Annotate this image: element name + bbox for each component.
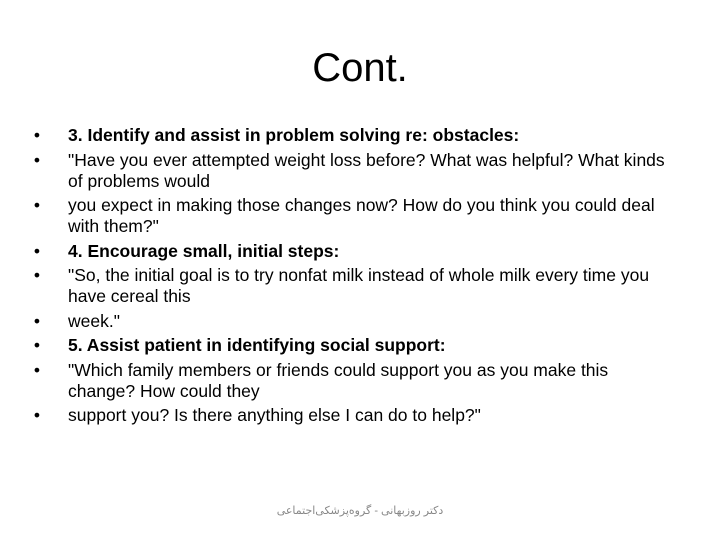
list-item <box>30 405 680 426</box>
bullet-icon: • <box>33 265 41 285</box>
bullet-icon: • <box>33 240 41 261</box>
list-item <box>30 241 680 262</box>
list-item <box>30 150 680 192</box>
list-item-text: you expect in making those changes now? How do you think you could deal with them?" <box>68 195 655 236</box>
list-item-text: week." <box>68 310 120 331</box>
bullet-icon: • <box>33 195 41 215</box>
list-item <box>30 311 680 332</box>
bullet-icon: • <box>33 310 41 331</box>
list-item-text: 5. Assist patient in identifying social support: <box>68 335 446 355</box>
list-item <box>30 125 680 146</box>
bullet-icon: • <box>33 149 41 170</box>
list-item-text: 4. Encourage small, initial steps: <box>68 240 340 261</box>
list-item <box>30 360 680 402</box>
bullet-list <box>30 125 680 430</box>
bullet-icon: • <box>33 359 41 380</box>
list-item-text: 3. Identify and assist in problem solving re: obstacles: <box>68 125 520 145</box>
list-item <box>30 195 680 237</box>
slide-title: Cont. <box>312 46 408 90</box>
list-item-text: "So, the initial goal is to try nonfat milk instead of whole milk every time you have cereal this <box>68 265 650 306</box>
bullet-icon: • <box>33 335 41 355</box>
list-item-text: support you? Is there anything else I can do to help?" <box>68 405 481 425</box>
list-item-text: "Which family members or friends could support you as you make this change? How could they <box>68 359 609 401</box>
list-item-text: "Have you ever attempted weight loss before? What was helpful? What kinds of problems would <box>68 149 665 191</box>
list-item <box>30 335 680 356</box>
bullet-icon: • <box>33 125 41 145</box>
bullet-icon: • <box>33 405 41 425</box>
list-item <box>30 265 680 307</box>
slide-footer: دکتر روزبهانی - گروه‌پزشکی‌اجتماعی <box>276 505 444 517</box>
